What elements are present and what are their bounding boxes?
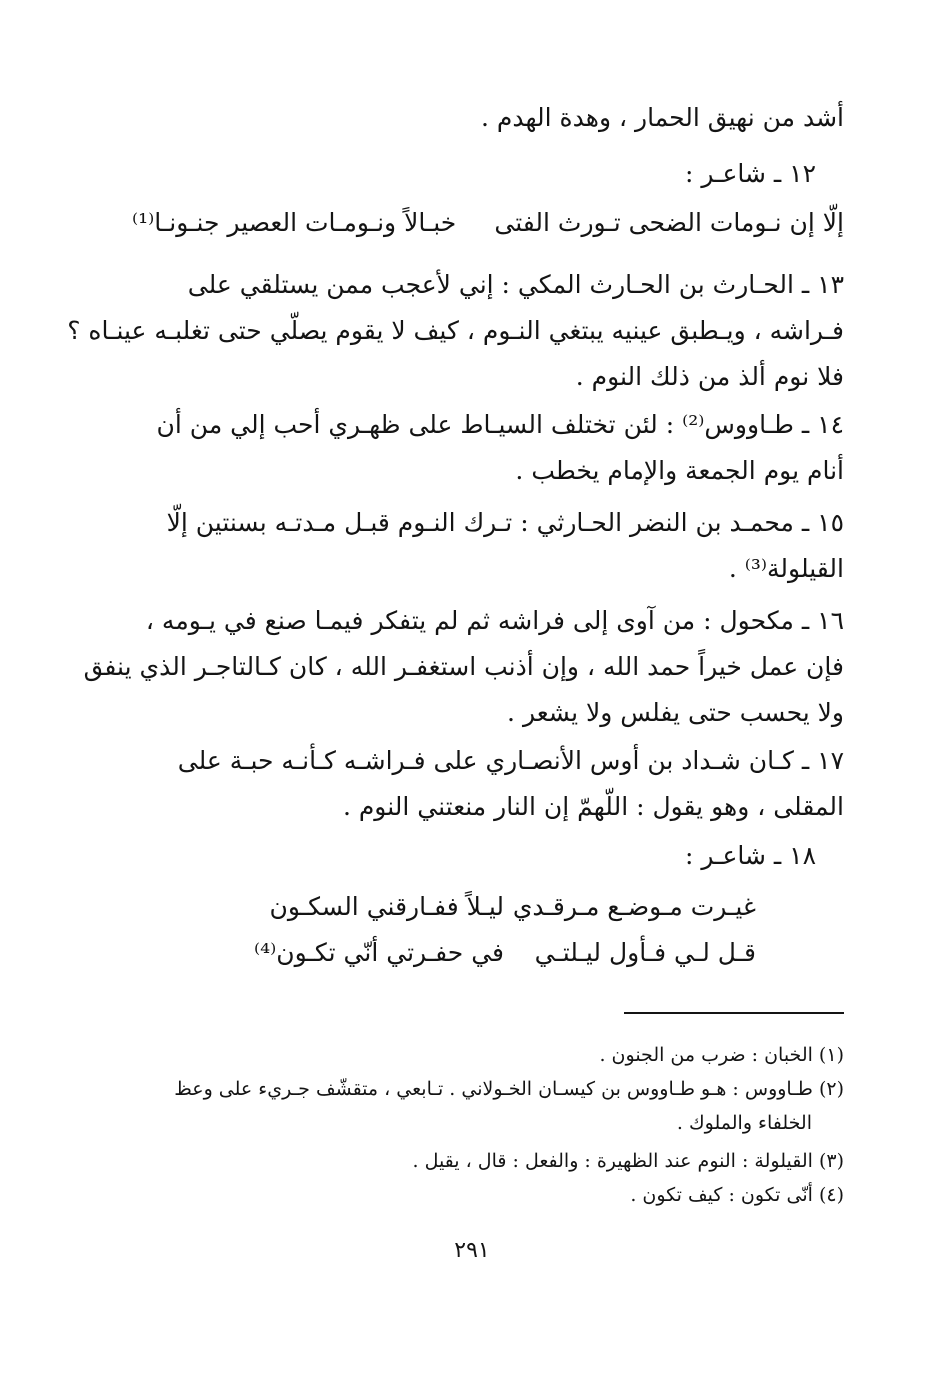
paragraph-item-13 [67,262,844,400]
verse-18-line-1 [132,892,844,932]
paragraph-line: فلا نوم ألذ من ذلك النوم . [575,362,844,391]
footnote-2: (٢) طـاووس : هـو طـاووس بن كيسـان الخـولاني . تـابعي ، متقشّف جـريء على وعظ [174,1078,844,1100]
paragraph-item-17 [132,738,844,830]
paragraph-line: ١٤ ـ طـاووس⁽²⁾ : لئن تختلف السيـاط على ظهـري أحب إلي من أن [156,410,844,439]
paragraph-line: ١٦ ـ مكحول : من آوى إلى فراشه ثم لم يتفكر فيمـا صنع في يـومه ، [145,606,844,635]
footnote-2-continuation: الخلفاء والملوك . [676,1112,812,1134]
item-heading-12: ١٢ ـ شاعـر : [684,159,816,188]
footnote-separator [624,1012,844,1014]
paragraph-line: فـراشه ، ويـطبق عينيه يبتغي النـوم ، كيف لا يقوم يصلّي حتى تغلبـه عينـاه ؟ [67,316,844,345]
verse-first-hemistich: إلّا إن نـومات الضحى تـورث الفتى [494,208,844,237]
paragraph-line: القيلولة⁽³⁾ . [728,554,844,583]
paragraph-line: ١٣ ـ الحـارث بن الحـارث المكي : إني لأعجب ممن يستلقي على [187,270,844,299]
verse-18-line-2 [132,938,844,978]
footnote-1: (١) الخبان : ضرب من الجنون . [599,1044,844,1066]
verse-second-hemistich: خبـالاً ونـومـات العصير جنـونـا⁽¹⁾ [132,208,457,237]
paragraph-item-14 [132,402,844,494]
paragraph-item-15 [132,500,844,592]
paragraph-line: فإن عمل خيراً حمد الله ، وإن أذنب استغفـر الله ، كان كـالتاجـر الذي ينفق [83,652,844,681]
verse-second-hemistich: في حفـرتي أنّي تكـون⁽⁴⁾ [253,938,504,967]
footnote-3: (٣) القيلولة : النوم عند الظهيرة : والفعل : قال ، يقيل . [412,1150,844,1172]
paragraph-line: ولا يحسب حتى يفلس ولا يشعر . [507,698,844,727]
footnote-4: (٤) أنّى تكون : كيف تكون . [630,1184,844,1206]
paragraph-line: أشد من نهيق الحمار ، وهدة الهدم . [481,103,844,132]
page-number: ٢٩١ [454,1238,490,1263]
verse-second-hemistich: ليـلاً ففـارقني السكـون [269,892,504,921]
paragraph-item-16 [83,598,844,736]
verse-12 [132,208,844,248]
item-heading-18: ١٨ ـ شاعـر : [684,841,816,870]
verse-first-hemistich: غيـرت مـوضـع مـرقـدي [512,892,756,921]
paragraph-line: المقلى ، وهو يقول : اللّهمّ إن النار منعتني النوم . [342,792,844,821]
paragraph-line: ١٥ ـ محمـد بن النضر الحـارثي : تـرك النـوم قبـل مـدتـه بسنتين إلّا [166,508,844,537]
verse-first-hemistich: قـل لـي فـأول ليـلتـي [534,938,756,967]
paragraph-line: ١٧ ـ كـان شـداد بن أوس الأنصـاري على فـراشـه كـأنـه حبـة على [177,746,844,775]
paragraph-line: أنام يوم الجمعة والإمام يخطب . [515,456,844,485]
